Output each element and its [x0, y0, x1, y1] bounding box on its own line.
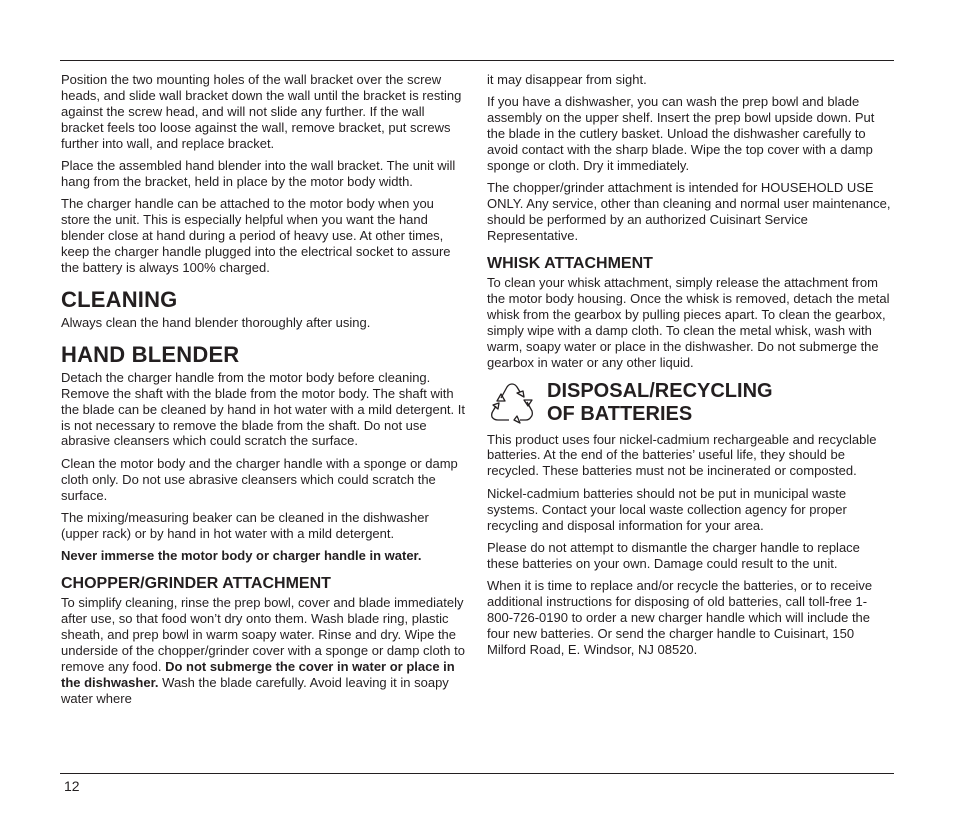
disposal-paragraph-3: Please do not attempt to dismantle the charger handle to replace these batteries on your own. Damage could result to the unit.	[487, 539, 860, 571]
disposal-heading	[547, 380, 773, 426]
immersion-warning: Never immerse the motor body or charger handle in water.	[61, 548, 422, 564]
bottom-rule	[60, 773, 894, 774]
right-column	[487, 72, 893, 664]
disposal-paragraph-1: This product uses four nickel-cadmium rechargeable and recyclable batteries. At the end of the batteries’ useful life, they should be recycled. These batteries must not be incinerated or composted.	[487, 431, 877, 479]
disposal-heading-line-2: OF BATTERIES	[547, 402, 693, 425]
chopper-paragraph	[61, 595, 466, 706]
cleaning-heading: CLEANING	[61, 286, 178, 312]
top-rule	[60, 60, 894, 61]
cleaning-paragraph: Always clean the hand blender thoroughly after using.	[61, 314, 371, 330]
assembled-blender-paragraph: Place the assembled hand blender into the wall bracket. The unit will hang from the bracket, held in place by the motor body width.	[61, 158, 456, 189]
recycle-icon	[487, 378, 537, 428]
disposal-heading-block	[487, 379, 893, 428]
hand-blender-paragraph-3: The mixing/measuring beaker can be cleaned in the dishwasher (upper rack) or by hand in hot water with a mild detergent.	[61, 510, 429, 541]
whisk-paragraph: To clean your whisk attachment, simply release the attachment from the motor body housing. Once the whisk is removed, detach the metal whisk from the gearbox by pulling pieces apart. To clean the gearbox, simply wipe with a damp cloth. To clean the metal whisk, wash with warm, soapy water or place in the dishwasher. Do not submerge the gearbox in water or any other liquid.	[487, 275, 890, 370]
whisk-heading: WHISK ATTACHMENT	[487, 255, 653, 273]
continued-paragraph: it may disappear from sight.	[487, 72, 647, 87]
left-column	[61, 72, 466, 713]
hand-blender-paragraph-1: Detach the charger handle from the motor body before cleaning. Remove the shaft with the blade from the motor body. The shaft with the blade can be cleaned by hand in hot water with a mild detergent. It is not necessary to remove the blade from the shaft. Do not use abrasive cleansers which could scratch the surface.	[61, 369, 465, 449]
chopper-text-start: To simplify cleaning, rinse the prep bowl, cover and blade immediately after use, so that food won’t dry onto them. Wash blade ring, plastic sheath, and prep bowl in warm soapy water. Rinse and dry. Wipe the underside of the chopper/grinder cover with a sponge or damp cloth to remove any food.	[61, 595, 465, 674]
hand-blender-heading: HAND BLENDER	[61, 341, 240, 367]
dishwasher-paragraph: If you have a dishwasher, you can wash the prep bowl and blade assembly on the upper shelf. Insert the prep bowl upside down. Put the blade in the cutlery basket. Unload the dishwasher carefully to avoid contact with the sharp blade. Wipe the top cover with a damp sponge or cloth. Dry it immediately.	[487, 94, 875, 174]
chopper-text-end: Wash the blade carefully. Avoid leaving it in soapy water where	[61, 674, 449, 706]
household-use-paragraph: The chopper/grinder attachment is intended for HOUSEHOLD USE ONLY. Any service, other than cleaning and normal user maintenance, should be performed by an authorized Cuisinart Service Representative.	[487, 180, 891, 244]
page-number: 12	[64, 778, 80, 794]
disposal-paragraph-4: When it is time to replace and/or recycle the batteries, or to receive additional instructions for disposing of old batteries, call toll-free 1-800-726-0190 to order a new charger handle which will include the four new batteries. Or send the charger handle to Cuisinart, 150 Milford Road, E. Windsor, NJ 08520.	[487, 578, 873, 657]
charger-handle-paragraph: The charger handle can be attached to the motor body when you store the unit. This is especially helpful when you want the hand blender close at hand during a period of heavy use. At other times, keep the charger handle plugged into the electrical socket to assure the battery is always 100% charged.	[61, 196, 451, 275]
chopper-text-bold: Do not submerge the cover in water or place in the dishwasher.	[61, 658, 455, 690]
wall-bracket-paragraph: Position the two mounting holes of the wall bracket over the screw heads, and slide wall bracket down the wall until the bracket is resting against the screw head, and will not slide any further. If the wall bracket feels too loose against the wall, remove bracket, put screws further into wall, and replace bracket.	[61, 72, 462, 151]
hand-blender-paragraph-2: Clean the motor body and the charger handle with a sponge or damp cloth only. Do not use abrasive cleansers which could scratch the surface.	[61, 455, 458, 503]
disposal-heading-line-1: DISPOSAL/RECYCLING	[547, 379, 773, 402]
disposal-paragraph-2: Nickel-cadmium batteries should not be put in municipal waste systems. Contact your local waste collection agency for proper recycling and disposal information for your area.	[487, 485, 847, 533]
chopper-heading: CHOPPER/GRINDER ATTACHMENT	[61, 575, 331, 593]
